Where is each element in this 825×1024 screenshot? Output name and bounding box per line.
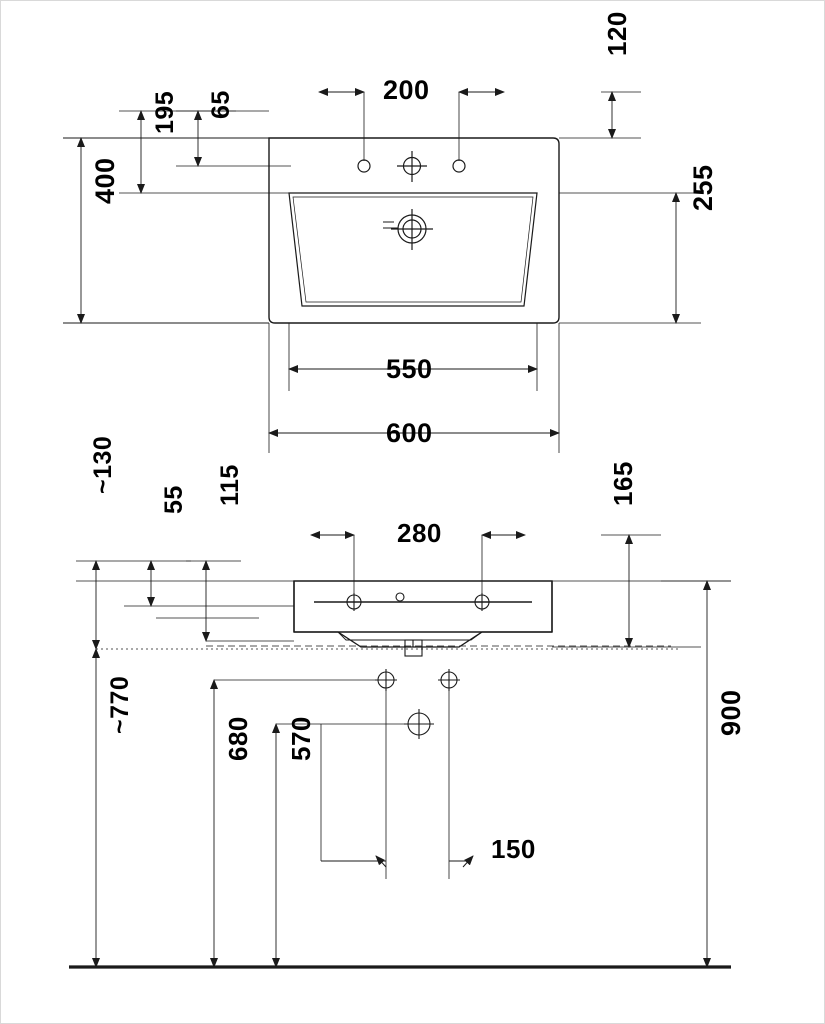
- dim-label-255: 255: [688, 164, 718, 211]
- top-view-tap-holes: [358, 151, 465, 182]
- dim-label-130: ~130: [89, 435, 117, 494]
- dim-label-900: 900: [716, 689, 746, 736]
- dim-label-680: 680: [223, 716, 253, 761]
- dim-label-65: 65: [207, 90, 235, 119]
- drawing-canvas: [1, 1, 825, 1024]
- dim-label-195: 195: [151, 90, 179, 134]
- dim-label-550: 550: [386, 354, 433, 384]
- front-view-reference-lines: [69, 581, 731, 967]
- dim-label-570: 570: [286, 716, 316, 761]
- dim-label-55: 55: [160, 485, 188, 514]
- dim-label-115: 115: [216, 464, 244, 506]
- dim-label-280: 280: [397, 518, 442, 548]
- dim-label-165: 165: [608, 461, 638, 506]
- dim-label-120: 120: [602, 11, 632, 56]
- front-view-basin-outline: [294, 581, 552, 647]
- dim-label-770: ~770: [106, 675, 134, 734]
- dim-label-600: 600: [386, 418, 433, 448]
- dim-label-200: 200: [383, 75, 430, 105]
- dim-label-400: 400: [90, 157, 120, 204]
- top-view-dimension-lines: [63, 92, 701, 453]
- top-view-drain: [383, 209, 433, 250]
- dim-label-150: 150: [491, 834, 536, 864]
